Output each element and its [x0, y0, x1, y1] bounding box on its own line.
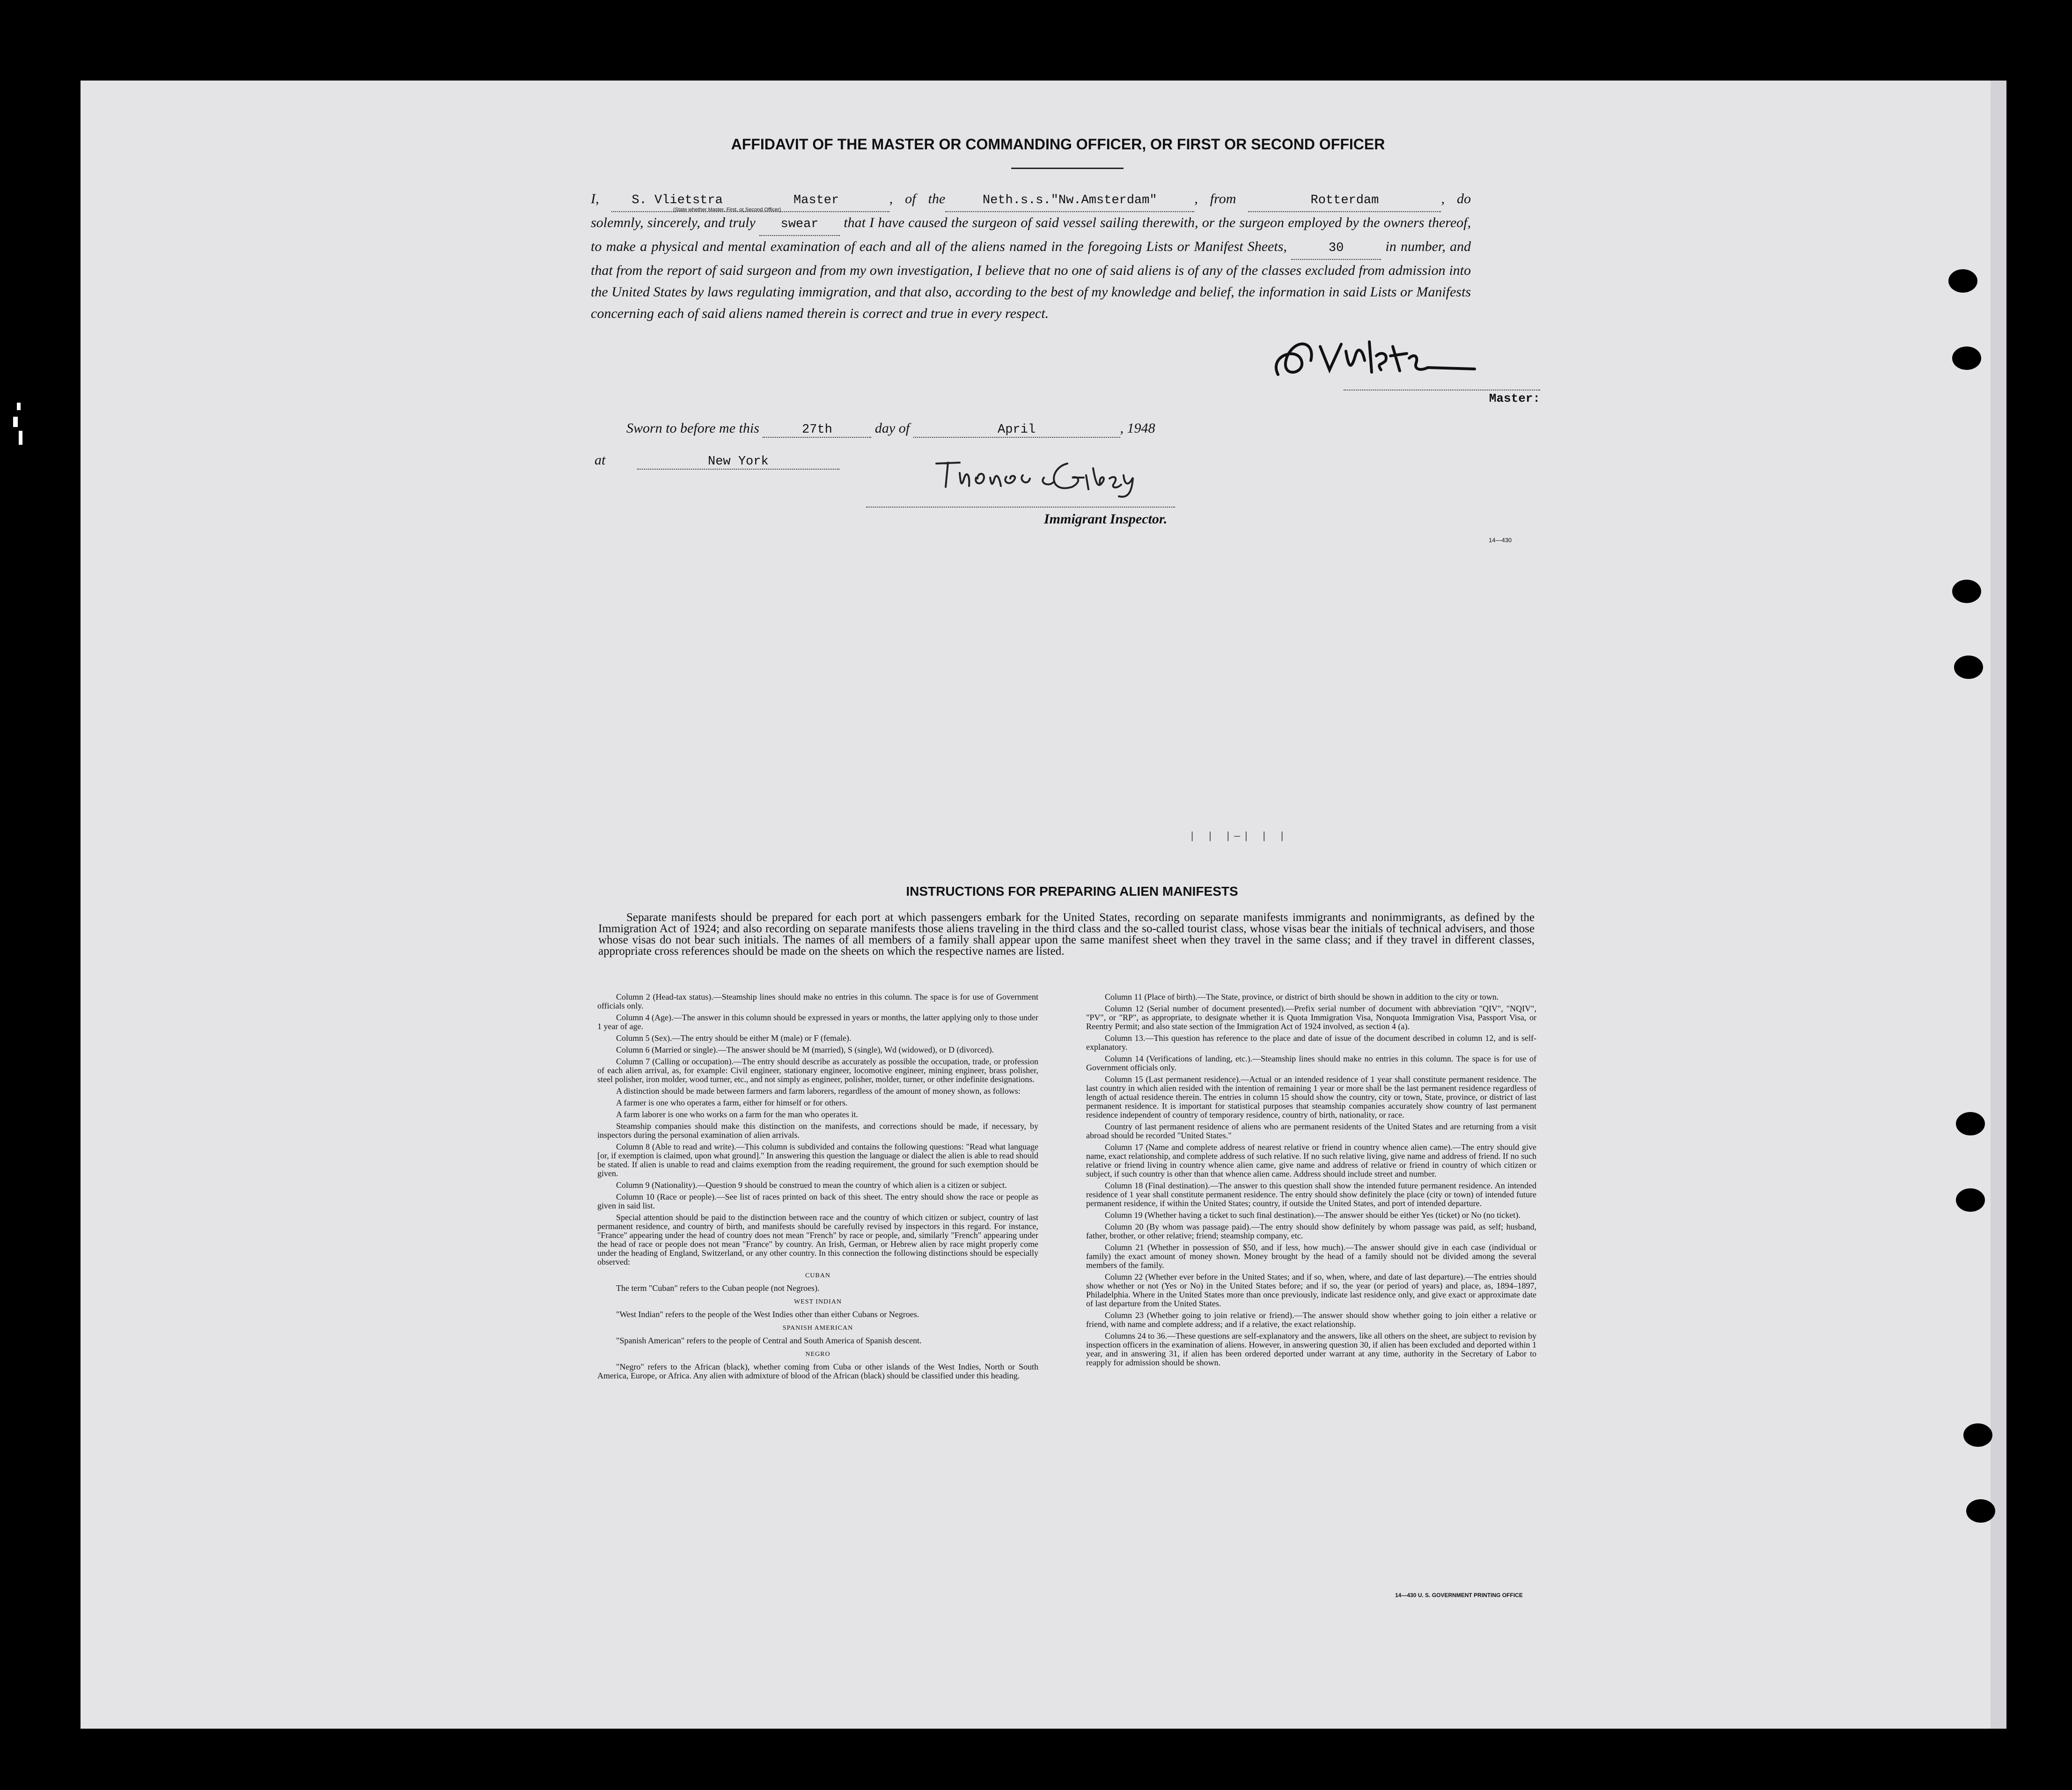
text-fragment: solemnly, sincerely, and truly [591, 215, 756, 230]
instruction-paragraph: "Negro" refers to the African (black), whether coming from Cuba or other islands of the West Indies, North or South America, Europe, or Africa. Any alien with admixture of blood of the African (black) should be classified under this heading. [597, 1362, 1038, 1380]
punch-hole [1954, 656, 1983, 679]
instruction-paragraph: Column 19 (Whether having a ticket to such final destination).—The answer should be either Yes (ticket) or No (no ticket). [1105, 1210, 1521, 1220]
port-field: Rotterdam [1248, 190, 1441, 212]
instruction-paragraph: "West Indian" refers to the people of the West Indies other than either Cubans or Negroes. [616, 1310, 919, 1319]
sheet-count-field: 30 [1291, 237, 1381, 260]
day-field: 27th [763, 423, 871, 438]
printing-office-footer: 14—430 U. S. GOVERNMENT PRINTING OFFICE [1395, 1592, 1523, 1598]
section-heading: SPANISH AMERICAN [782, 1325, 853, 1332]
instruction-paragraph: Column 22 (Whether ever before in the United States; and if so, when, where, and date of last departure).—The entries should show whether or not (Yes or No) in the United States before; and if so, the year (or period of years) and place, as, 1894–1897, Philadelphia. Where in the United States more than once previously, indicate last residence only, and give exact or approximate date of last departure from the United States. [1086, 1272, 1536, 1308]
document-page [81, 81, 2006, 1729]
text-fragment: at [595, 452, 606, 468]
punch-hole [1966, 1499, 1995, 1523]
inspector-signature-line [866, 507, 1175, 508]
instruction-paragraph: Column 6 (Married or single).—The answer should be M (married), S (single), Wd (widowed), or D (divorced). [616, 1045, 994, 1054]
instruction-paragraph: Column 11 (Place of birth).—The State, province, or district of birth should be shown in addition to the city or town. [1105, 992, 1499, 1002]
year-field: 48 [1141, 420, 1155, 436]
text-fragment: , from [1194, 191, 1236, 206]
instruction-paragraph: Column 9 (Nationality).—Question 9 should be construed to mean the country of which alien is a citizen or subject. [616, 1180, 1007, 1190]
instruction-paragraph: Steamship companies should make this distinction on the manifests, and corrections should be made, if necessary, by inspectors during the personal examination of alien arrivals. [597, 1121, 1038, 1140]
instructions-title: INSTRUCTIONS FOR PREPARING ALIEN MANIFESTS [906, 884, 1238, 899]
form-number: 14—430 [1489, 537, 1512, 544]
master-label: Master: [1344, 390, 1540, 405]
section-heading: CUBAN [805, 1272, 830, 1279]
instruction-paragraph: Column 2 (Head-tax status).—Steamship lines should make no entries in this column. The space is for use of Government officials only. [597, 992, 1038, 1010]
affidavit-title: AFFIDAVIT OF THE MASTER OR COMMANDING OFFICER, OR FIRST OR SECOND OFFICER [731, 136, 1385, 153]
instruction-paragraph: Column 13.—This question has reference to the place and date of issue of the document described in column 12, and is self-explanatory. [1086, 1033, 1536, 1052]
instruction-paragraph: Column 10 (Race or people).—See list of races printed on back of this sheet. The entry should show the race or people as given in said list. [597, 1192, 1038, 1210]
instructions-intro: Separate manifests should be prepared for each port at which passengers embark for the United States, recording on separate manifests immigrants and nonimmigrants, as defined by the Immigration Act of 1924; and also recording on separate manifests those aliens traveling in the third class and the so-called tourist class, whose visas bear the initials of technical advisers, and those whose visas do not bear such initials. The names of all members of a family shall appear upon the same manifest sheet when they travel in the same class; and if they travel in different classes, appropriate cross references should be made on the sheets on which the respective names are listed. [598, 911, 1535, 958]
instruction-paragraph: Columns 24 to 36.—These questions are self-explanatory and the answers, like all others on the sheet, are subject to revision by inspection officers in the examination of aliens. However, in answering question 30, if alien has been excluded and deported within 1 year, and in answering 31, if alien has been ordered deported under warrant at any time, authority in the Secretary of Labor to reapply for admission should be shown. [1086, 1331, 1536, 1367]
punch-hole [1963, 1423, 1992, 1447]
instruction-paragraph: Column 15 (Last permanent residence).—Actual or an intended residence of 1 year shall constitute permanent residence. The last country in which alien resided with the intention of remaining 1 year or more shall be the last permanent residence regardless of length of actual residence therein. The entries in column 15 should show the country, city or town, State, province, or district of last permanent residence. It is important for statistical purposes that steamship companies accurately show country of last permanent residence independent of country of temporary residence, country of birth, nationality, or race. [1086, 1075, 1536, 1120]
master-name-field: S. Vlietstra [611, 190, 743, 212]
oath-field: swear [759, 214, 840, 236]
instruction-paragraph: Column 18 (Final destination).—The answer to this question shall show the intended future permanent residence. An intended residence of 1 year shall constitute permanent residence. The entry should show definitely the place (city or town) of intended future permanent residence, if within the United States; country, if outside the United States, and port of intended departure. [1086, 1181, 1536, 1208]
section-heading: NEGRO [805, 1351, 830, 1358]
inspector-signature [932, 449, 1175, 501]
instructions-left-column [597, 993, 1038, 1383]
instruction-paragraph: Column 21 (Whether in possession of $50, and if less, how much).—The answer should give in each case (individual or family) the exact amount of money shown. Money brought by the head of a family should not be divided among the several members of the family. [1086, 1243, 1536, 1270]
text-fragment: day of [874, 420, 910, 436]
title-rule [1011, 168, 1124, 169]
text-fragment: in number, and that from the report of said surgeon and from my own investigation, I believe that no one of said aliens is of any of the classes excluded from admission into the United States by laws regulating immigration, and that also, according to the best of my knowledge and belief, the information in said Lists or Manifests concerning each of said aliens named therein is correct and true in every respect. [591, 239, 1471, 321]
punch-hole [1948, 269, 1977, 293]
text-fragment: , of the [889, 191, 946, 206]
punch-hole [1952, 580, 1981, 603]
instruction-paragraph: Special attention should be paid to the distinction between race and the country of which citizen or subject, country of last permanent residence, and country of birth, and manifests should be carefully revised by inspectors in this regard. For instance, "France" appearing under the head of country does not mean "French" by race or people, and, similarly "French" appearing under the head of race or people does not mean "France" by country. An Irish, German, or Hebrew alien by race might properly come under the heading of England, Switzerland, or any other country. In this connection the following distinctions should be especially observed: [597, 1213, 1038, 1267]
instruction-paragraph: The term "Cuban" refers to the Cuban people (not Negroes). [616, 1283, 820, 1293]
text-fragment: I, [591, 191, 599, 206]
vessel-field: Neth.s.s."Nw.Amsterdam" [945, 190, 1194, 212]
rank-field: Master [743, 190, 889, 212]
text-fragment: that I have caused the surgeon of said vessel sailing therewith, or the surgeon employed by the owners thereof, to make a physical and mental examination of each and all of the aliens named in the foregoing Lists or Manifest Sheets, [591, 215, 1471, 254]
instruction-paragraph: Column 7 (Calling or occupation).—The entry should describe as accurately as possible the occupation, trade, or profession of each alien arrival, as, for example: Civil engineer, stationary engineer, locomotive engineer, mining engineer, brass polisher, steel polisher, iron molder, wood turner, etc., and not simply as engineer, polisher, molder, turner, or other indefinite designations. [597, 1057, 1038, 1084]
section-heading: WEST INDIAN [794, 1298, 842, 1305]
text-fragment: , do [1441, 191, 1471, 206]
punch-hole [1952, 346, 1981, 370]
edge-mark [8, 398, 27, 454]
instruction-paragraph: "Spanish American" refers to the people of Central and South America of Spanish descent. [616, 1336, 922, 1345]
page-edge [1991, 81, 2006, 1729]
instruction-paragraph: A farm laborer is one who works on a farm for the man who operates it. [616, 1110, 858, 1119]
instruction-paragraph: Column 23 (Whether going to join relative or friend).—The answer should show whether going to join either a relative or friend, with name and complete address; and if a relative, the exact relationship. [1086, 1311, 1536, 1329]
month-field: April [913, 423, 1120, 438]
punch-hole [1956, 1188, 1985, 1212]
instruction-paragraph: Column 20 (By whom was passage paid).—The entry should show definitely by whom passage was paid, as self; husband, father, brother, or other relative; friend; steamship company, etc. [1086, 1222, 1536, 1240]
sworn-line [626, 420, 1155, 438]
instruction-paragraph: Column 14 (Verifications of landing, etc.).—Steamship lines should make no entries in this column. The space is for use of Government officials only. [1086, 1054, 1536, 1072]
punch-hole [1956, 1112, 1985, 1135]
instruction-paragraph: Column 8 (Able to read and write).—This column is subdivided and contains the following questions: "Read what language [or, if exemption is claimed, upon what ground]." In answering this question the language or dialect the alien is able to read should be stated. If alien is unable to read and claims exemption from the reading requirement, the ground for such exemption should be given. [597, 1142, 1038, 1178]
inspector-title: Immigrant Inspector. [1044, 511, 1168, 527]
instruction-paragraph: A farmer is one who operates a farm, either for himself or for others. [616, 1098, 848, 1107]
rank-hint: (State whether Master, First, or Second Officer) [673, 207, 781, 213]
instruction-paragraph: Column 12 (Serial number of document presented).—Prefix serial number of document with abbreviation "QIV", "NQIV", "PV", or "RP", as appropriate, to designate whether it is Quota Immigration Visa, Nonquota Immigration Visa, Passport Visa, or Reentry Permit; and also state section of the Immigration Act of 1924 involved, as section 4 (a). [1086, 1004, 1536, 1031]
master-signature [1259, 328, 1484, 384]
instruction-paragraph: Column 5 (Sex).—The entry should be either M (male) or F (female). [616, 1033, 852, 1043]
instructions-right-column [1086, 993, 1536, 1370]
place-field: New York [637, 455, 839, 470]
instruction-paragraph: A distinction should be made between farmers and farm laborers, regardless of the amount of money shown, as follows: [616, 1086, 1021, 1096]
instruction-paragraph: Column 17 (Name and complete address of nearest relative or friend in country whence alien came).—The entry should give name, exact relationship, and complete address of such relative. If no such relative living, give name and address of friend. If no such relative or friend living in country whence alien came, give name and address of relative or friend in country of which citizen or subject, if such country is other than that whence alien came. Address should include street and number. [1086, 1142, 1536, 1179]
text-fragment: , 19 [1120, 420, 1141, 436]
instruction-paragraph: Column 4 (Age).—The answer in this column should be expressed in years or months, the latter applying only to those under 1 year of age. [597, 1013, 1038, 1031]
place-line [595, 452, 839, 470]
text-fragment: Sworn to before me this [626, 420, 759, 436]
margin-ticks: | | |—| | | [1189, 831, 1288, 842]
instruction-paragraph: Country of last permanent residence of aliens who are permanent residents of the United States and are returning from a visit abroad should be recorded "United States." [1086, 1122, 1536, 1140]
